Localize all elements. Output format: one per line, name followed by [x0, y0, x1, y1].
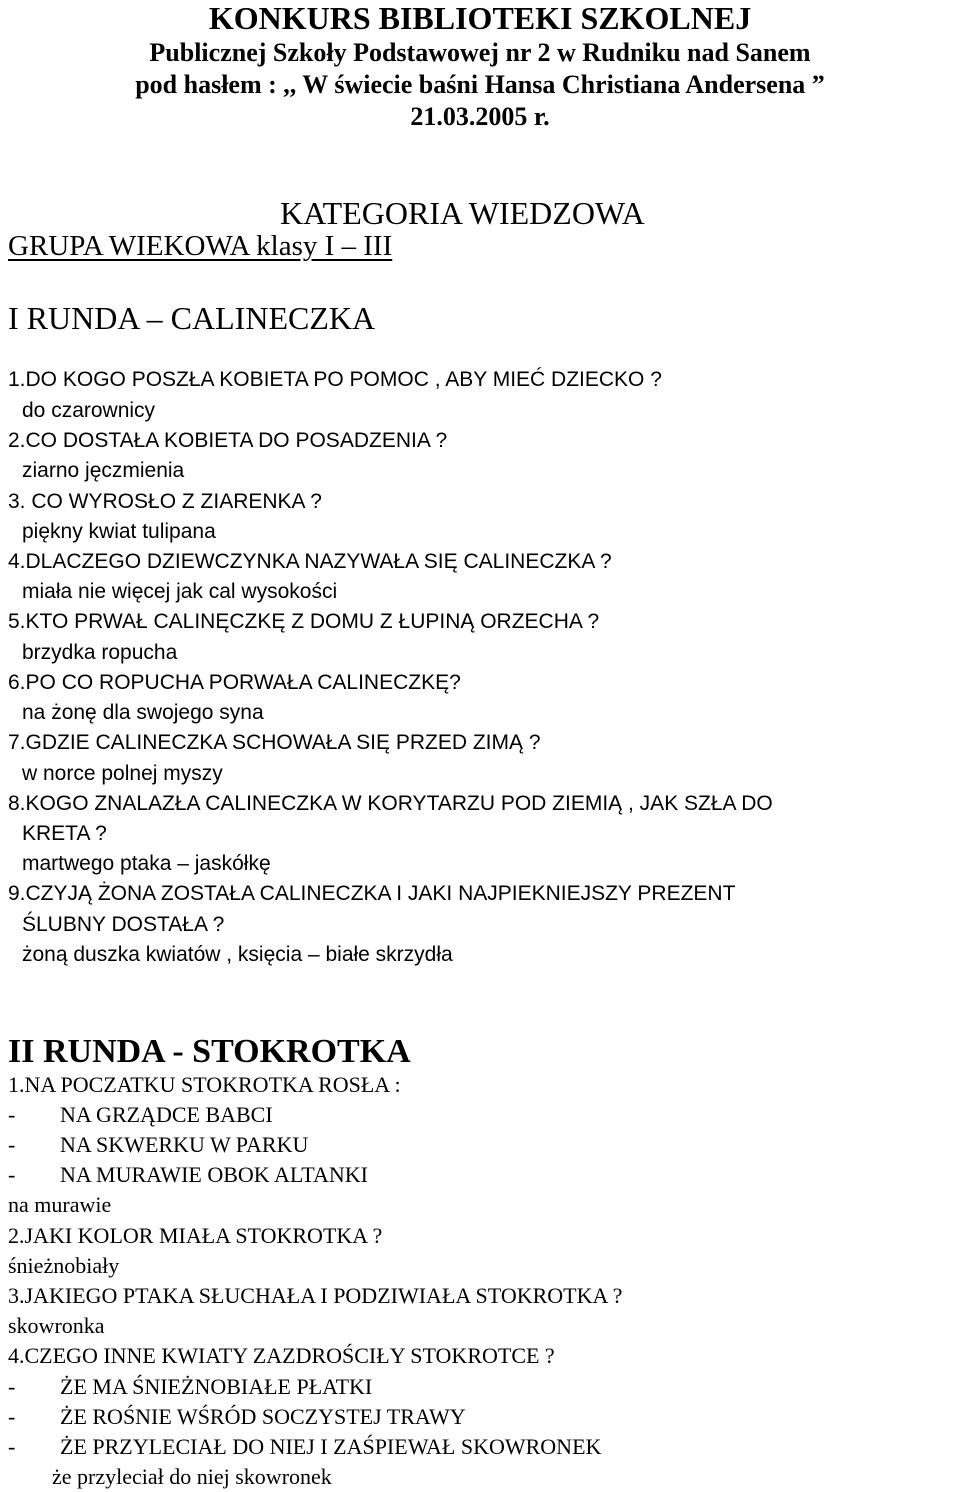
r1-question-3: 3. CO WYROSŁO Z ZIARENKA ? [8, 490, 322, 513]
r1-question-8: 8.KOGO ZNALAZŁA CALINECZKA W KORYTARZU POD ZIEMIĄ , JAK SZŁA DO [8, 792, 773, 815]
r2-question-2: 2.JAKI KOLOR MIAŁA STOKROTKA ? [8, 1223, 383, 1248]
r2-answer-4: że przyleciał do niej skowronek [52, 1464, 332, 1489]
r1-question-8-cont: KRETA ? [22, 822, 107, 845]
r1-answer-4: miała nie więcej jak cal wysokości [22, 580, 338, 603]
r1-answer-5: brzydka ropucha [22, 641, 178, 664]
r1-question-9-cont: ŚLUBNY DOSTAŁA ? [22, 913, 225, 936]
r1-answer-8: martwego ptaka – jaskółkę [22, 852, 271, 875]
school-name: Publicznej Szkoły Podstawowej nr 2 w Rudniku nad Sanem [149, 38, 811, 67]
round2-title: II RUNDA - STOKROTKA [8, 1033, 411, 1070]
contest-motto: pod hasłem : ,, W świecie baśni Hansa Christiana Andersena ” [135, 70, 825, 99]
r2-answer-1: na murawie [8, 1192, 112, 1217]
r2-q4-option-3: - ŻE PRZYLECIAŁ DO NIEJ I ZAŚPIEWAŁ SKOWRONEK [8, 1434, 602, 1459]
r1-answer-1: do czarownicy [22, 399, 156, 422]
r1-answer-2: ziarno jęczmienia [22, 459, 185, 482]
r1-answer-3: piękny kwiat tulipana [22, 520, 216, 543]
round1-title: I RUNDA – CALINECZKA [8, 300, 376, 336]
r2-answer-2: śnieżnobiały [8, 1253, 120, 1278]
r1-question-1: 1.DO KOGO POSZŁA KOBIETA PO POMOC , ABY MIEĆ DZIECKO ? [8, 368, 662, 391]
r2-question-3: 3.JAKIEGO PTAKA SŁUCHAŁA I PODZIWIAŁA STOKROTKA ? [8, 1283, 623, 1308]
r1-question-9: 9.CZYJĄ ŻONA ZOSTAŁA CALINECZKA I JAKI NAJPIEKNIEJSZY PREZENT [8, 882, 736, 905]
r1-answer-9: żoną duszka kwiatów , księcia – białe skrzydła [22, 943, 453, 966]
r2-q1-option-1: - NA GRZĄDCE BABCI [8, 1102, 273, 1127]
contest-title: KONKURS BIBLIOTEKI SZKOLNEJ [208, 0, 752, 36]
r1-question-6: 6.PO CO ROPUCHA PORWAŁA CALINECZKĘ? [8, 671, 461, 694]
r1-answer-7: w norce polnej myszy [22, 762, 223, 785]
r1-question-4: 4.DLACZEGO DZIEWCZYNKA NAZYWAŁA SIĘ CALINECZKA ? [8, 550, 612, 573]
r2-q1-option-2: - NA SKWERKU W PARKU [8, 1132, 309, 1157]
r1-question-5: 5.KTO PRWAŁ CALINĘCZKĘ Z DOMU Z ŁUPINĄ ORZECHA ? [8, 610, 600, 633]
r2-q4-option-2: - ŻE ROŚNIE WŚRÓD SOCZYSTEJ TRAWY [8, 1404, 466, 1429]
age-group: GRUPA WIEKOWA klasy I – III [8, 230, 393, 262]
r1-answer-6: na żonę dla swojego syna [22, 701, 264, 724]
contest-date: 21.03.2005 r. [410, 102, 550, 131]
category-title: KATEGORIA WIEDZOWA [280, 195, 645, 231]
r2-q4-option-1: - ŻE MA ŚNIEŻNOBIAŁE PŁATKI [8, 1374, 373, 1399]
r1-question-2: 2.CO DOSTAŁA KOBIETA DO POSADZENIA ? [8, 429, 448, 452]
r2-answer-3: skowronka [8, 1313, 105, 1338]
r2-q1-option-3: - NA MURAWIE OBOK ALTANKI [8, 1162, 368, 1187]
r2-question-1: 1.NA POCZATKU STOKROTKA ROSŁA : [8, 1072, 401, 1097]
r2-question-4: 4.CZEGO INNE KWIATY ZAZDROŚCIŁY STOKROTCE ? [8, 1343, 555, 1368]
r1-question-7: 7.GDZIE CALINECZKA SCHOWAŁA SIĘ PRZED ZIMĄ ? [8, 731, 541, 754]
